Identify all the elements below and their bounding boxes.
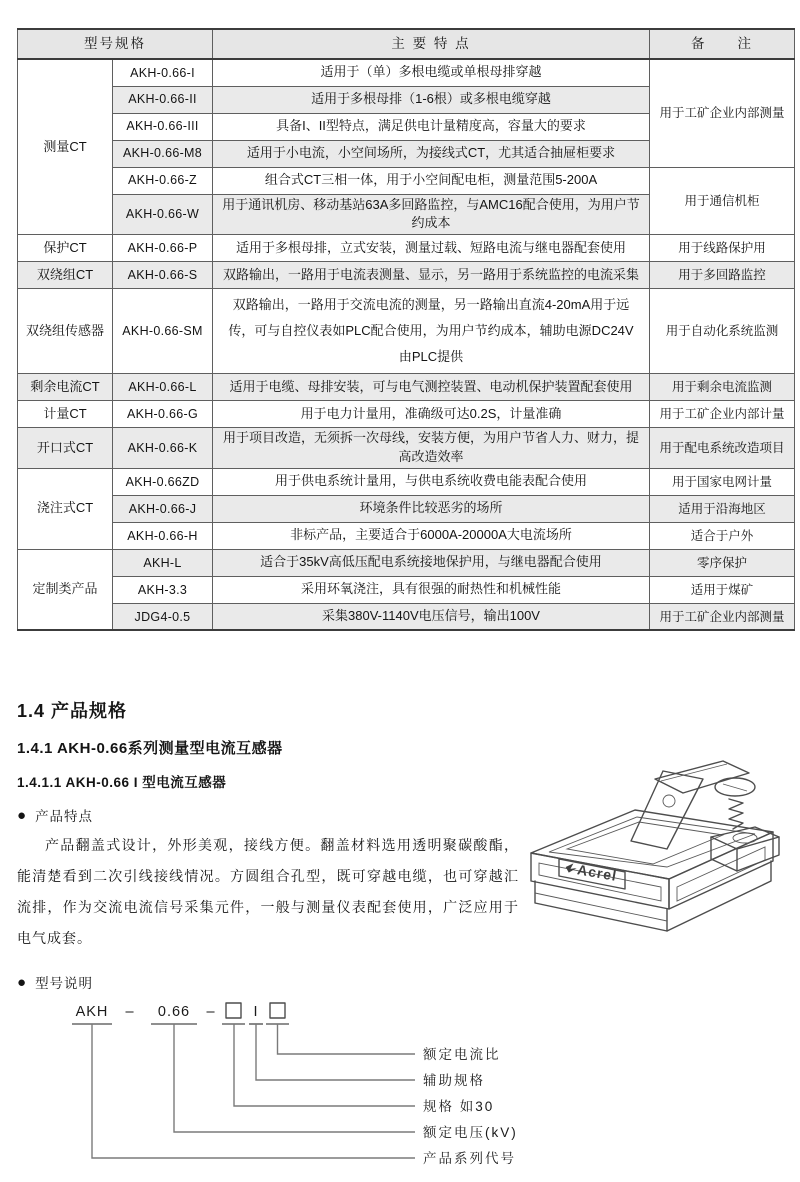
table-row — [18, 495, 795, 522]
model-designation-heading — [17, 972, 790, 992]
table-row — [18, 468, 795, 495]
model-cell: AKH-0.66-J — [113, 495, 213, 522]
features-cell: 适合于35kV高低压配电系统接地保护用，与继电器配合使用 — [213, 549, 650, 576]
table-row — [18, 262, 795, 289]
brand-logo — [564, 860, 618, 885]
product-spec-section — [17, 697, 790, 1182]
remark-cell: 用于线路保护用 — [650, 235, 795, 262]
header-remark: 备 注 — [650, 29, 795, 59]
features-cell: 用于供电系统计量用，与供电系统收费电能表配合使用 — [213, 468, 650, 495]
model-cell: AKH-0.66-Z — [113, 167, 213, 194]
model-cell: AKH-0.66ZD — [113, 468, 213, 495]
features-heading-label: 产品特点 — [35, 809, 94, 825]
features-cell: 环境条件比较恶劣的场所 — [213, 495, 650, 522]
table-row — [18, 522, 795, 549]
table-row — [18, 428, 795, 469]
table-row — [18, 549, 795, 576]
model-cell: JDG4-0.5 — [113, 603, 213, 630]
features-cell: 适用于（单）多根电缆或单根母排穿越 — [213, 59, 650, 86]
header-model-spec: 型号规格 — [18, 29, 213, 59]
brand-text: Acrel — [576, 861, 619, 885]
diagram-series-code: AKH — [75, 1004, 109, 1021]
features-cell: 用于项目改造，无须拆一次母线，安装方便，为用户节省人力、财力，提高改造效率 — [213, 428, 650, 469]
remark-cell: 用于自动化系统监测 — [650, 289, 795, 374]
label-rated-voltage: 额定电压(kV) — [423, 1125, 518, 1141]
category-cell: 剩余电流CT — [18, 374, 113, 401]
features-cell: 用于电力计量用，准确级可达0.2S，计量准确 — [213, 401, 650, 428]
features-cell: 采集380V-1140V电压信号，输出100V — [213, 603, 650, 630]
header-features: 主 要 特 点 — [213, 29, 650, 59]
category-cell: 保护CT — [18, 235, 113, 262]
diagram-dash: – — [125, 1004, 135, 1021]
label-rated-current-ratio: 额定电流比 — [423, 1047, 501, 1063]
remark-cell: 用于多回路监控 — [650, 262, 795, 289]
table-header — [18, 29, 795, 59]
category-cell: 双绕组CT — [18, 262, 113, 289]
diagram-dash: – — [206, 1004, 216, 1021]
ratio-placeholder-box — [270, 1003, 285, 1018]
remark-cell: 用于通信机柜 — [650, 167, 795, 235]
model-cell: AKH-0.66-I — [113, 59, 213, 86]
remark-cell: 用于配电系统改造项目 — [650, 428, 795, 469]
features-cell: 组合式CT三相一体，用于小空间配电柜，测量范围5-200A — [213, 167, 650, 194]
table-row — [18, 401, 795, 428]
spec-placeholder-box — [226, 1003, 241, 1018]
category-cell: 双绕组传感器 — [18, 289, 113, 374]
table-row — [18, 59, 795, 86]
model-cell: AKH-3.3 — [113, 576, 213, 603]
category-cell: 测量CT — [18, 59, 113, 235]
category-cell: 浇注式CT — [18, 468, 113, 549]
features-cell: 适用于电缆、母排安装，可与电气测控装置、电动机保护装置配套使用 — [213, 374, 650, 401]
table-row — [18, 374, 795, 401]
table-row — [18, 289, 795, 374]
model-cell: AKH-0.66-L — [113, 374, 213, 401]
model-cell: AKH-0.66-H — [113, 522, 213, 549]
features-cell: 采用环氧浇注，具有很强的耐热性和机械性能 — [213, 576, 650, 603]
features-paragraph: 产品翻盖式设计，外形美观，接线方便。翻盖材料选用透明聚碳酸酯，能清楚看到二次引线接线情况。方圆组合孔型，既可穿越电缆，也可穿越汇流排，作为交流电流信号采集元件，一般与测量仪表配套使用，广泛应用于电气成套。 — [17, 837, 519, 947]
category-cell: 计量CT — [18, 401, 113, 428]
remark-cell: 用于工矿企业内部计量 — [650, 401, 795, 428]
product-spec-table — [17, 28, 795, 631]
bullet-icon: ● — [17, 806, 28, 824]
features-cell: 适用于多根母排，立式安装，测量过载、短路电流与继电器配套使用 — [213, 235, 650, 262]
remark-cell: 用于工矿企业内部测量 — [650, 59, 795, 167]
subsection-title: 1.4.1 AKH-0.66系列测量型电流互感器 — [17, 740, 283, 758]
table-row — [18, 167, 795, 194]
section-title: 1.4 产品规格 — [17, 701, 128, 722]
model-cell: AKH-0.66-W — [113, 194, 213, 235]
diagram-aux-code: I — [253, 1004, 259, 1021]
features-cell: 适用于多根母排（1-6根）或多根电缆穿越 — [213, 86, 650, 113]
features-cell: 具备I、II型特点，满足供电计量精度高，容量大的要求 — [213, 113, 650, 140]
features-cell: 用于通讯机房、移动基站63A多回路监控，与AMC16配合使用，为用户节约成本 — [213, 194, 650, 235]
label-spec-example: 规格 如30 — [423, 1099, 495, 1115]
table-row — [18, 235, 795, 262]
table-row — [18, 603, 795, 630]
remark-cell: 适用于煤矿 — [650, 576, 795, 603]
remark-cell: 用于国家电网计量 — [650, 468, 795, 495]
model-cell: AKH-0.66-SM — [113, 289, 213, 374]
remark-cell: 用于剩余电流监测 — [650, 374, 795, 401]
features-cell: 适用于小电流，小空间场所，为接线式CT，尤其适合抽屉柜要求 — [213, 140, 650, 167]
model-designation-diagram — [45, 996, 790, 1182]
header-row — [18, 29, 795, 59]
remark-cell: 用于工矿企业内部测量 — [650, 603, 795, 630]
model-cell: AKH-0.66-S — [113, 262, 213, 289]
model-cell: AKH-0.66-II — [113, 86, 213, 113]
label-series-code: 产品系列代号 — [423, 1151, 516, 1167]
model-cell: AKH-0.66-III — [113, 113, 213, 140]
remark-cell: 适用于沿海地区 — [650, 495, 795, 522]
features-cell: 非标产品，主要适合于6000A-20000A大电流场所 — [213, 522, 650, 549]
features-cell: 双路输出，一路用于电流表测量、显示，另一路用于系统监控的电流采集 — [213, 262, 650, 289]
model-cell: AKH-0.66-M8 — [113, 140, 213, 167]
spec-table-body — [18, 59, 795, 630]
subsubsection-title: 1.4.1.1 AKH-0.66 I 型电流互感器 — [17, 775, 227, 791]
model-cell: AKH-0.66-K — [113, 428, 213, 469]
catalog-page — [0, 28, 800, 1167]
category-cell: 定制类产品 — [18, 549, 113, 630]
table-row — [18, 576, 795, 603]
model-designation-label: 型号说明 — [35, 976, 94, 992]
bullet-icon: ● — [17, 973, 28, 991]
model-cell: AKH-0.66-G — [113, 401, 213, 428]
category-cell: 开口式CT — [18, 428, 113, 469]
model-cell: AKH-0.66-P — [113, 235, 213, 262]
remark-cell: 适合于户外 — [650, 522, 795, 549]
product-line-drawing — [515, 753, 800, 933]
remark-cell: 零序保护 — [650, 549, 795, 576]
features-cell: 双路输出，一路用于交流电流的测量，另一路输出直流4-20mA用于远传，可与自控仪表如PLC配合使用，为用户节约成本，辅助电源DC24V由PLC提供 — [213, 289, 650, 374]
model-cell: AKH-L — [113, 549, 213, 576]
label-aux-spec: 辅助规格 — [423, 1073, 485, 1089]
diagram-voltage-code: 0.66 — [157, 1004, 191, 1021]
